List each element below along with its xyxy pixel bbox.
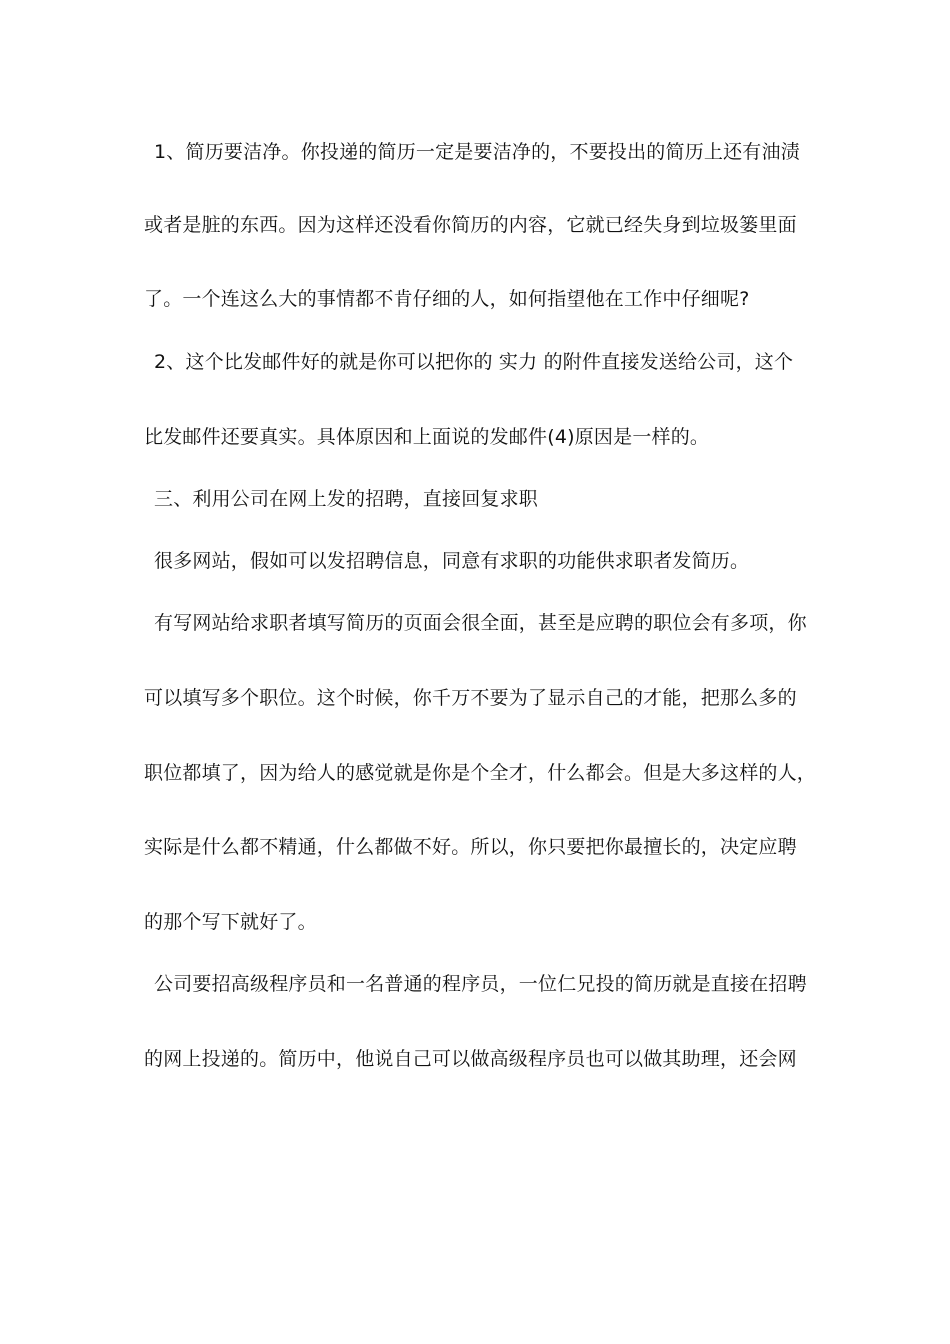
paragraph-4-line-1: 有写网站给求职者填写简历的页面会很全面，甚至是应聘的职位会有多项，你 — [154, 612, 807, 634]
paragraph-3-line-1: 很多网站，假如可以发招聘信息，同意有求职的功能供求职者发简历。 — [154, 550, 750, 572]
section-heading: 三、利用公司在网上发的招聘，直接回复求职 — [154, 488, 539, 510]
paragraph-1-line-2: 或者是脏的东西。因为这样还没看你简历的内容，它就已经失身到垃圾篓里面 — [144, 214, 797, 236]
paragraph-4-line-5: 的那个写下就好了。 — [144, 911, 317, 933]
paragraph-2-line-1: 2、这个比发邮件好的就是你可以把你的 实力 的附件直接发送给公司，这个 — [154, 351, 794, 373]
paragraph-4-line-3: 职位都填了，因为给人的感觉就是你是个全才，什么都会。但是大多这样的人， — [144, 762, 817, 784]
paragraph-4-line-4: 实际是什么都不精通，什么都做不好。所以，你只要把你最擅长的，决定应聘 — [144, 836, 797, 858]
paragraph-5-line-2: 的网上投递的。简历中，他说自己可以做高级程序员也可以做其助理，还会网 — [144, 1048, 797, 1070]
paragraph-4-line-2: 可以填写多个职位。这个时候，你千万不要为了显示自己的才能，把那么多的 — [144, 687, 797, 709]
paragraph-1-line-3: 了。一个连这么大的事情都不肯仔细的人，如何指望他在工作中仔细呢? — [144, 288, 750, 310]
paragraph-5-line-1: 公司要招高级程序员和一名普通的程序员，一位仁兄投的简历就是直接在招聘 — [154, 973, 807, 995]
paragraph-2-line-2: 比发邮件还要真实。具体原因和上面说的发邮件(4)原因是一样的。 — [144, 426, 710, 448]
paragraph-1-line-1: 1、简历要洁净。你投递的简历一定是要洁净的，不要投出的简历上还有油渍 — [154, 141, 800, 163]
